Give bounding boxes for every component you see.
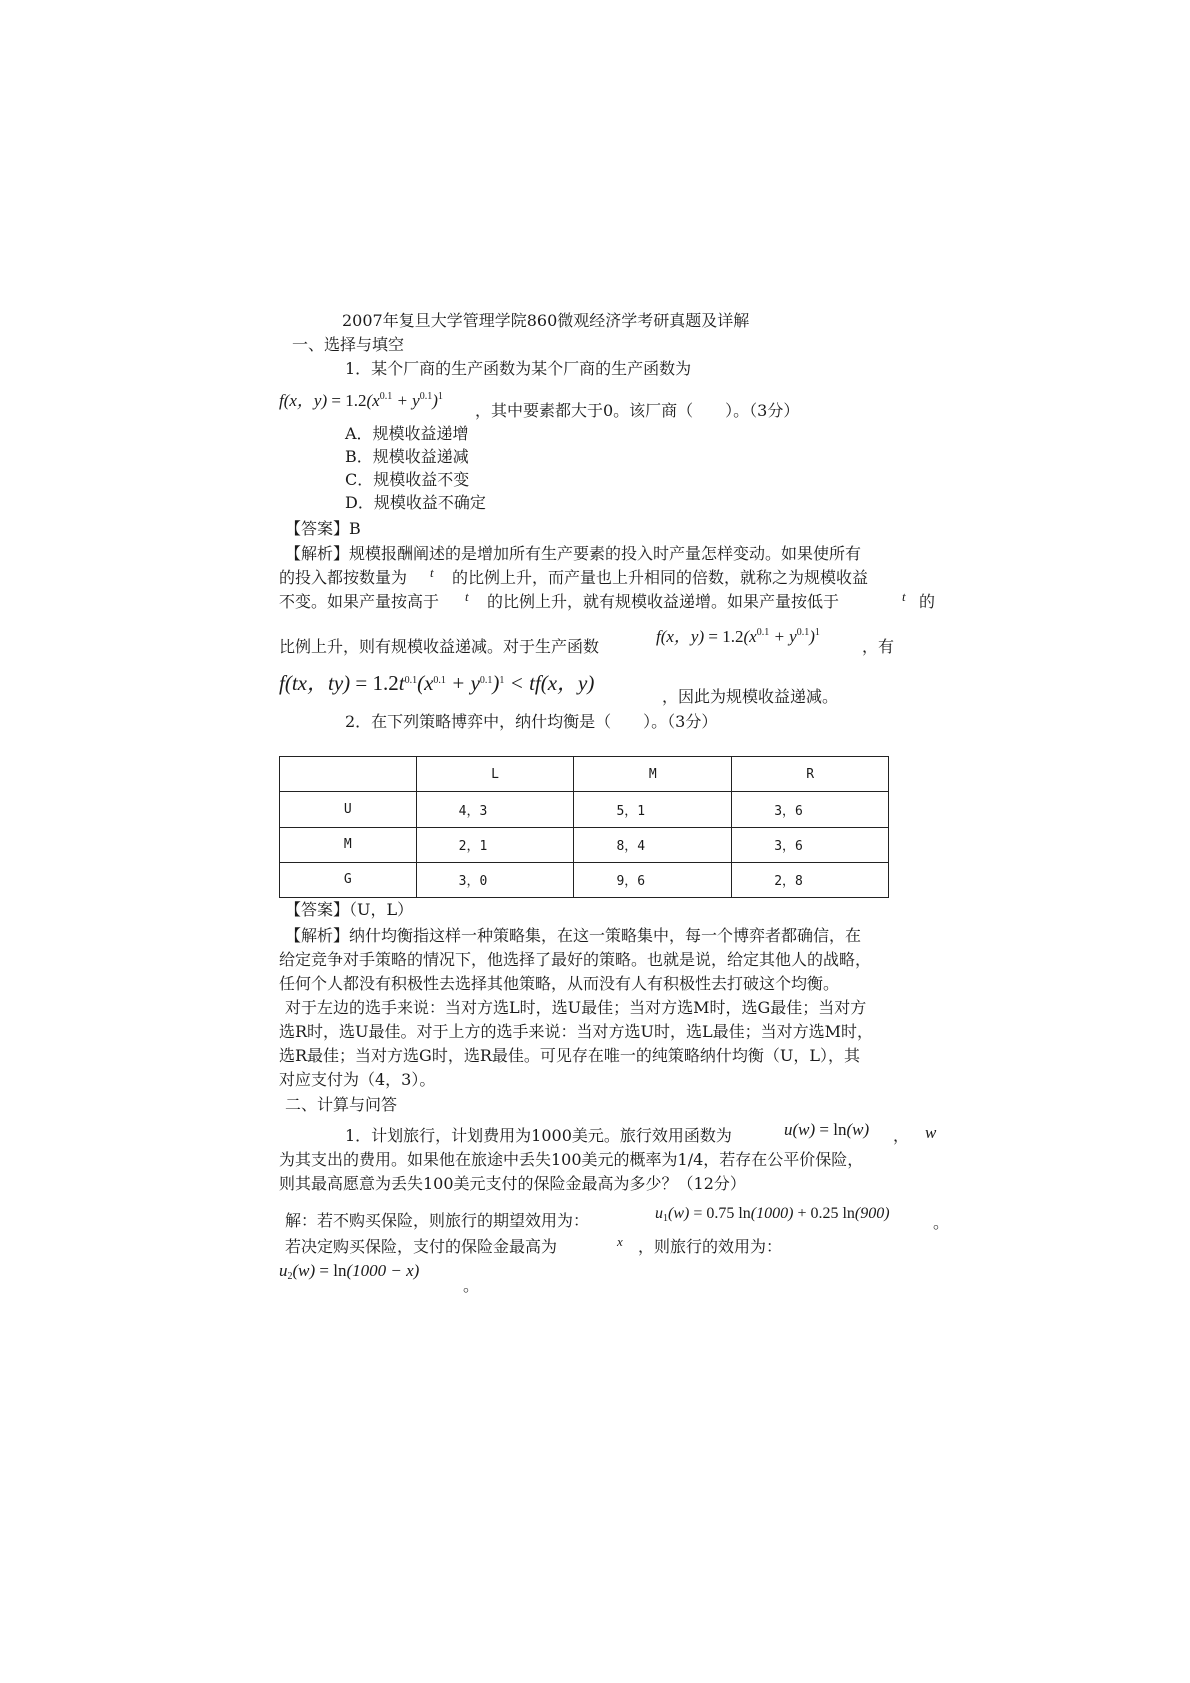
q1-formula-suffix: ，其中要素都大于0。该厂商（ ）。（3分） <box>475 401 800 420</box>
q2-analysis-line: 【解析】纳什均衡指这样一种策略集，在这一策略集中，每一个博弈者都确信，在 <box>285 926 862 945</box>
payoff-cell: 5，1 <box>574 792 732 827</box>
s2-q1-solution-line3-end: 。 <box>463 1276 480 1295</box>
s2-q1-solution-line1: 解：若不购买保险，则旅行的期望效用为： <box>285 1211 590 1230</box>
s2-q1-solution-line2a: 若决定购买保险，支付的保险金最高为 <box>285 1237 558 1256</box>
q1-analysis-line4b: ，有 <box>862 637 895 656</box>
q2-analysis-line: 选R最佳；当对方选G时，选R最佳。可见存在唯一的纯策略纳什均衡（U，L），其 <box>279 1046 860 1065</box>
section-heading-choice: 一、选择与填空 <box>292 335 405 354</box>
q2-stem: 2．在下列策略博弈中，纳什均衡是（ ）。（3分） <box>345 712 718 731</box>
q1-option-c: C．规模收益不变 <box>345 470 470 489</box>
s2-q1-solution-line2b: ，则旅行的效用为： <box>638 1237 783 1256</box>
payoff-cell: 2，8 <box>732 862 889 897</box>
payoff-cell: 8，4 <box>574 827 732 862</box>
payoff-cell: 4，3 <box>416 792 574 827</box>
q1-analysis-line3a: 不变。如果产量按高于 <box>279 592 440 611</box>
q1-analysis-line4a: 比例上升，则有规模收益递减。对于生产函数 <box>279 637 600 656</box>
header-cell-l: L <box>416 757 574 792</box>
table-row <box>280 862 889 897</box>
s2-q1-line1: 1．计划旅行，计划费用为1000美元。旅行效用函数为 <box>345 1126 732 1145</box>
payoff-cell: 3，6 <box>732 827 889 862</box>
table-row <box>280 792 889 827</box>
s2-q1-line2: 为其支出的费用。如果他在旅途中丢失100美元的概率为1/4，若存在公平价保险， <box>279 1150 864 1169</box>
var-w: w <box>925 1123 937 1142</box>
row-label: G <box>280 862 417 897</box>
q1-analysis-line5: ，因此为规模收益递减。 <box>662 687 839 706</box>
s2-q1-solution-line1-end: 。 <box>933 1213 950 1232</box>
var-t-3: t <box>902 589 906 604</box>
production-function-formula: f(x，$y) = 1.2(x^{0.1} + y^{0.1})^1$ <box>279 391 443 410</box>
page-title: 2007年复旦大学管理学院860微观经济学考研真题及详解 <box>342 311 750 330</box>
q2-analysis-line: 对应支付为（4，3）。 <box>279 1070 436 1089</box>
q1-analysis-line1: 【解析】规模报酬阐述的是增加所有生产要素的投入时产量怎样变动。如果使所有 <box>285 544 862 563</box>
s2-q1-line1-end: ， <box>893 1126 910 1145</box>
q2-analysis-line: 给定竞争对手策略的情况下，他选择了最好的策略。也就是说，给定其他人的战略， <box>279 950 872 969</box>
q2-analysis-line: 对于左边的选手来说：当对方选L时，选U最佳；当对方选M时，选G最佳；当对方 <box>285 998 867 1017</box>
q1-analysis-line2a: 的投入都按数量为 <box>279 568 408 587</box>
q1-analysis-line3c: 的 <box>919 592 936 611</box>
production-function-formula-2: f(x，$y) = 1.2(x^{0.1} + y^{0.1})^1$ <box>656 627 820 646</box>
var-x: x <box>617 1234 623 1249</box>
q1-analysis-line3b: 的比例上升，就有规模收益递增。如果产量按低于 <box>487 592 840 611</box>
q1-option-d: D．规模收益不确定 <box>345 493 486 512</box>
table-header-row <box>280 757 889 792</box>
q2-analysis-line: 选R时，选U最佳。对于上方的选手来说：当对方选U时，选L最佳；当对方选M时， <box>279 1022 874 1041</box>
payoff-matrix <box>279 756 889 898</box>
header-cell-m: M <box>574 757 732 792</box>
q1-analysis-line2b: 的比例上升，而产量也上升相同的倍数，就称之为规模收益 <box>452 568 869 587</box>
q2-analysis-line: 任何个人都没有积极性去选择其他策略，从而没有人有积极性去打破这个均衡。 <box>279 974 840 993</box>
expected-utility-formula: $u_1(w) = 0.75$ ln(1000) + 0.25 ln(900) <box>655 1205 890 1224</box>
scaled-production-formula: f(tx，$ty) = 1.2t^{0.1}(x^{0.1} + y^{0.1})^1 < tf(x$，y) <box>279 671 595 695</box>
q1-answer: 【答案】B <box>285 519 361 538</box>
q2-answer: 【答案】（U，L） <box>285 900 414 919</box>
q1-option-b: B．规模收益递减 <box>345 447 469 466</box>
s2-q1-line3: 则其最高愿意为丢失100美元支付的保险金最高为多少？（12分） <box>279 1174 746 1193</box>
table-row <box>280 827 889 862</box>
payoff-cell: 3，0 <box>416 862 574 897</box>
payoff-cell: 9，6 <box>574 862 732 897</box>
insured-utility-formula: $u_2(w) = \ln(1000 - x)$ <box>279 1261 420 1282</box>
row-label: U <box>280 792 417 827</box>
q1-stem: 1．某个厂商的生产函数为某个厂商的生产函数为 <box>345 359 692 378</box>
section-heading-calc: 二、计算与问答 <box>285 1095 398 1114</box>
var-t-1: t <box>430 565 434 580</box>
utility-function-formula: u(w) = ln(w) <box>784 1120 870 1139</box>
row-label: M <box>280 827 417 862</box>
header-cell-r: R <box>732 757 889 792</box>
header-cell-empty <box>280 757 417 792</box>
payoff-cell: 3，6 <box>732 792 889 827</box>
var-t-2: t <box>465 589 469 604</box>
q1-option-a: A．规模收益递增 <box>345 424 469 443</box>
payoff-cell: 2，1 <box>416 827 574 862</box>
